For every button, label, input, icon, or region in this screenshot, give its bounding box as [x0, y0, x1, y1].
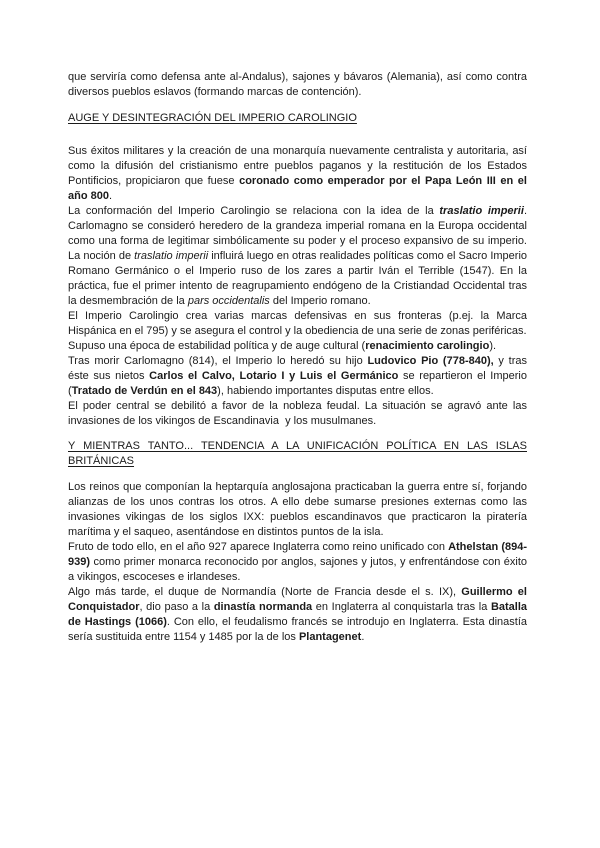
text-run: . Con ello, el feudalismo francés se introdujo en Inglaterra. Esta dinastía sería sustituida entre 1154 y 1485 por la de los — [68, 616, 527, 643]
text-run: en Inglaterra al conquistarla tras la — [312, 601, 491, 613]
text-run: Fruto de todo ello, en el año 927 aparece Inglaterra como reino unificado con — [68, 541, 449, 553]
text-run: . — [108, 190, 113, 202]
text-run: . Carlomagno se consideró heredero de la grandeza imperial romana en la Europa occidental como una forma de legitimar simbólicamente su poder y el proceso expansivo de su imperio. La noción de — [68, 205, 527, 262]
paragraph-guillermo-conquistador — [68, 585, 527, 645]
text-run: traslatio imperii — [439, 205, 524, 217]
text-run: y tras éste sus nietos — [68, 355, 527, 382]
section-heading-imperio-carolingio: AUGE Y DESINTEGRACIÓN DEL IMPERIO CAROLINGIO — [68, 112, 357, 124]
text-run: coronado como emperador por el Papa León III en el año 800 — [68, 175, 527, 202]
text-run: . — [361, 631, 365, 643]
paragraph-heptarquia-anglosajona — [68, 480, 527, 540]
text-run: del Imperio romano. — [269, 295, 371, 307]
text-run: Los reinos que componían la heptarquía anglosajona practicaban la guerra entre sí, forjando alianzas de los unos contras los otros. A ello debe sumarse presiones externas como las invasiones vikingas de los siglos IXX: pueblos escandinavos que practicaron la piratería marítima y el saqueo, asentándose en distintos puntos de la isla. — [68, 481, 527, 538]
text-run: Carlos el Calvo, Lotario I y Luis el Germánico — [149, 370, 399, 382]
paragraph-athelstan — [68, 540, 527, 585]
section-heading-islas-britanicas — [68, 439, 527, 469]
paragraph-coronacion-emperador — [68, 144, 527, 204]
text-run: Tras morir Carlomagno (814), el Imperio lo heredó su hijo — [68, 355, 368, 367]
text-run: Sus éxitos militares y la creación de una monarquía nuevamente centralista y autoritaria, así como la difusión del cristianismo entre pueblos paganos y la restitución de los Estados Pontificios, propiciaron que fuese — [68, 145, 527, 187]
text-run: renacimiento carolingio — [365, 340, 490, 352]
text-run: que serviría como defensa ante al-Andalus), sajones y bávaros (Alemania), así como contra diversos pueblos eslavos (formando marcas de contención). — [68, 71, 527, 98]
text-run: Ludovico Pio (778-840), — [367, 355, 494, 367]
paragraph-marcas-defensivas — [68, 309, 527, 339]
paragraph-renacimiento-carolingio — [68, 339, 527, 354]
text-run: El Imperio Carolingio crea varias marcas defensivas en sus fronteras (p.ej. la Marca Hispánica en el 795) y se asegura el control y la obediencia de una serie de zonas periféricas. — [68, 310, 527, 337]
text-run: Tratado de Verdún en el 843 — [71, 385, 218, 397]
text-run: ), habiendo importantes disputas entre ellos. — [217, 385, 434, 397]
text-run: Supuso una época de estabilidad política y de auge cultural ( — [68, 340, 366, 352]
text-run: traslatio imperii — [134, 250, 209, 262]
text-run: Algo más tarde, el duque de Normandía (Norte de Francia desde el s. IX), — [68, 586, 462, 598]
text-run: Plantagenet — [298, 631, 362, 643]
text-run: El poder central se debilitó a favor de la nobleza feudal. La situación se agravó ante las invasiones de los vikingos de Escandinavia y los musulmanes. — [68, 400, 527, 427]
text-run: influirá luego en otras realidades políticas como el Sacro Imperio Romano Germánico o el Imperio ruso de los zares a partir Iván el Terrible (1547). En la práctica, fue el primer intento de reagrupamiento endógeno de la Cristiandad Occidental tras la desmembración de la — [68, 250, 528, 307]
text-run: ). — [489, 340, 497, 352]
paragraph-poder-central — [68, 399, 527, 429]
text-run: La conformación del Imperio Carolingio se relaciona con la idea de la — [68, 205, 440, 217]
text-run: , dio paso a la — [139, 601, 214, 613]
paragraph-traslatio-imperii — [68, 204, 527, 309]
text-run: dinastía normanda — [213, 601, 313, 613]
paragraph-marcas-contencion — [68, 70, 527, 100]
paragraph-herederos-verdun — [68, 354, 527, 399]
text-run: Athelstan (894-939) — [68, 541, 527, 568]
text-run: como primer monarca reconocido por anglos, sajones y jutos, y enfrentándose con éxito a vikingos, escoceses e irlandeses. — [68, 556, 527, 583]
text-run: Batalla de Hastings (1066) — [68, 601, 528, 628]
text-run: Guillermo el Conquistador — [68, 586, 527, 613]
text-run: se repartieron el Imperio ( — [68, 370, 527, 397]
text-run: pars occidentalis — [187, 295, 270, 307]
heading-line-1: Y MIENTRAS TANTO... TENDENCIA A LA UNIFICACIÓN POLÍTICA EN LAS ISLAS — [68, 440, 527, 452]
heading-line-2: BRITÁNICAS — [68, 455, 135, 467]
